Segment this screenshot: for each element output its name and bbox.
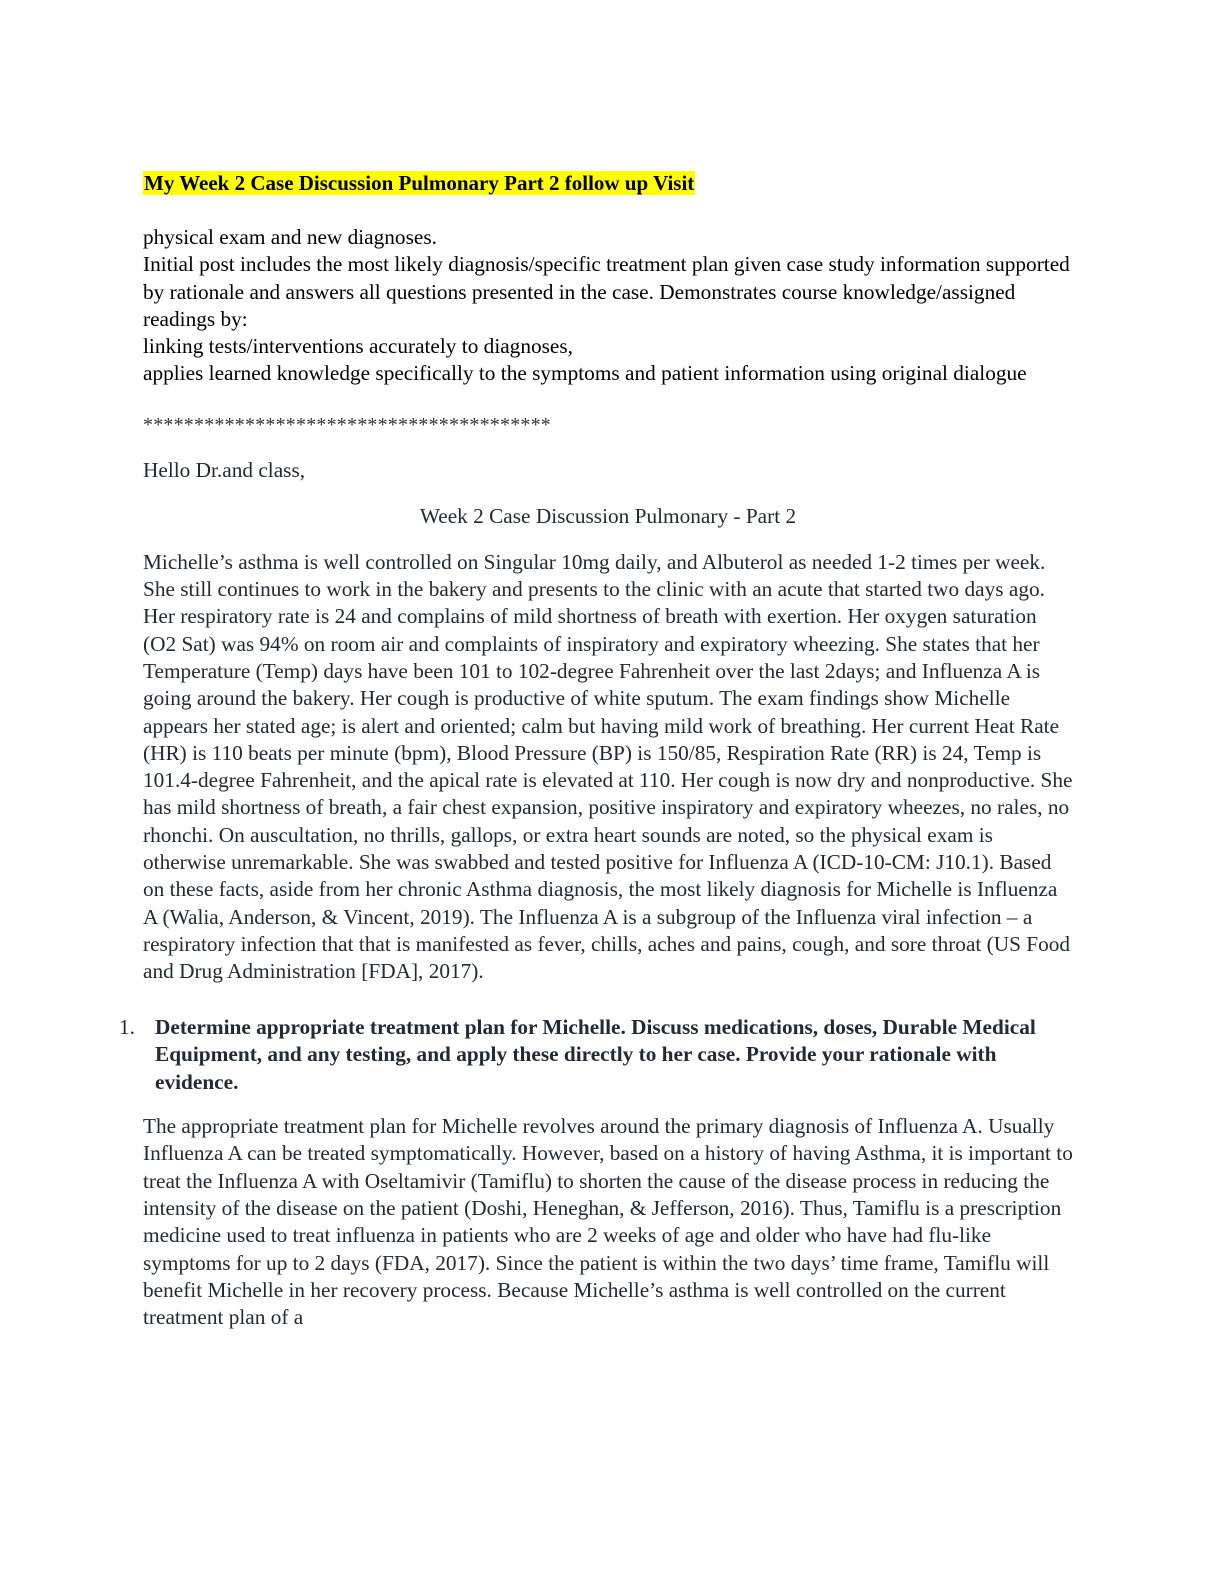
document-page — [119, 168, 1073, 1353]
title-highlight: My Week 2 Case Discussion Pulmonary Part 2 follow up Visit — [144, 171, 695, 195]
criteria-line: physical exam and new diagnoses. — [143, 225, 437, 249]
question-item — [119, 1014, 1073, 1097]
case-paragraph: Michelle’s asthma is well controlled on Singular 10mg daily, and Albuterol as needed 1-2 times per week. She still continues to work in the bakery and presents to the clinic with an acute that started two days ago. Her respiratory rate is 24 and complains of mild shortness of breath with exertion. Her oxygen saturation (O2 Sat) was 94% on room air and complaints of inspiratory and expiratory wheezing. She states that her Temperature (Temp) days have been 101 to 102-degree Fahrenheit over the last 2days; and Influenza A is going around the bakery. Her cough is productive of white sputum. The exam findings show Michelle appears her stated age; is alert and oriented; calm but having mild work of breathing. Her current Heat Rate (HR) is 110 beats per minute (bpm), Blood Pressure (BP) is 150/85, Respiration Rate (RR) is 24, Temp is 101.4-degree Fahrenheit, and the apical rate is elevated at 110. Her cough is now dry and nonproductive. She has mild shortness of breath, a fair chest expansion, positive inspiratory and expiratory wheezes, no rales, no rhonchi. On auscultation, no thrills, gallops, or extra heart sounds are noted, so the physical exam is otherwise unremarkable. She was swabbed and tested positive for Influenza A (ICD-10-CM: J10.1). Based on these facts, aside from her chronic Asthma diagnosis, the most likely diagnosis for Michelle is Influenza A (Walia, Anderson, & Vincent, 2019). The Influenza A is a subgroup of the Influenza viral infection – a respiratory infection that that is manifested as fever, chills, aches and pains, cough, and sore throat (US Food and Drug Administration [FDA], 2017). — [143, 549, 1073, 984]
separator-line: **************************************** — [143, 413, 551, 436]
criteria-line: Initial post includes the most likely diagnosis/specific treatment plan given case study information supported by rationale and answers all questions presented in the case. Demonstrates course knowledge/assigned readings by: — [143, 252, 1070, 331]
criteria-line: linking tests/interventions accurately to diagnoses, — [143, 334, 573, 359]
section-title: Week 2 Case Discussion Pulmonary - Part 2 — [419, 503, 797, 528]
greeting: Hello Dr.and class, — [143, 457, 306, 482]
treatment-paragraph: The appropriate treatment plan for Michelle revolves around the primary diagnosis of Influenza A. Usually Influenza A can be treated symptomatically. However, based on a history of having Asthma, it is important to treat the Influenza A with Oseltamivir (Tamiflu) to shorten the cause of the disease process in reducing the intensity of the disease on the patient (Doshi, Heneghan, & Jefferson, 2016). Thus, Tamiflu is a prescription medicine used to treat influenza in patients who are 2 weeks of age and older who have had flu-like symptoms for up to 2 days (FDA, 2017). Since the patient is within the two days’ time frame, Tamiflu will benefit Michelle in her recovery process. Because Michelle’s asthma is well controlled on the current treatment plan of a — [143, 1114, 1073, 1330]
question-number: 1. — [119, 1014, 135, 1039]
document-title — [143, 168, 1073, 198]
question-text: Determine appropriate treatment plan for Michelle. Discuss medications, doses, Durable Medical Equipment, and any testing, and apply these directly to her case. Provide your rationale with evidence. — [155, 1014, 1036, 1094]
criteria-line: applies learned knowledge specifically to the symptoms and patient information using original dialogue — [143, 361, 1027, 386]
assignment-criteria — [143, 224, 1073, 388]
